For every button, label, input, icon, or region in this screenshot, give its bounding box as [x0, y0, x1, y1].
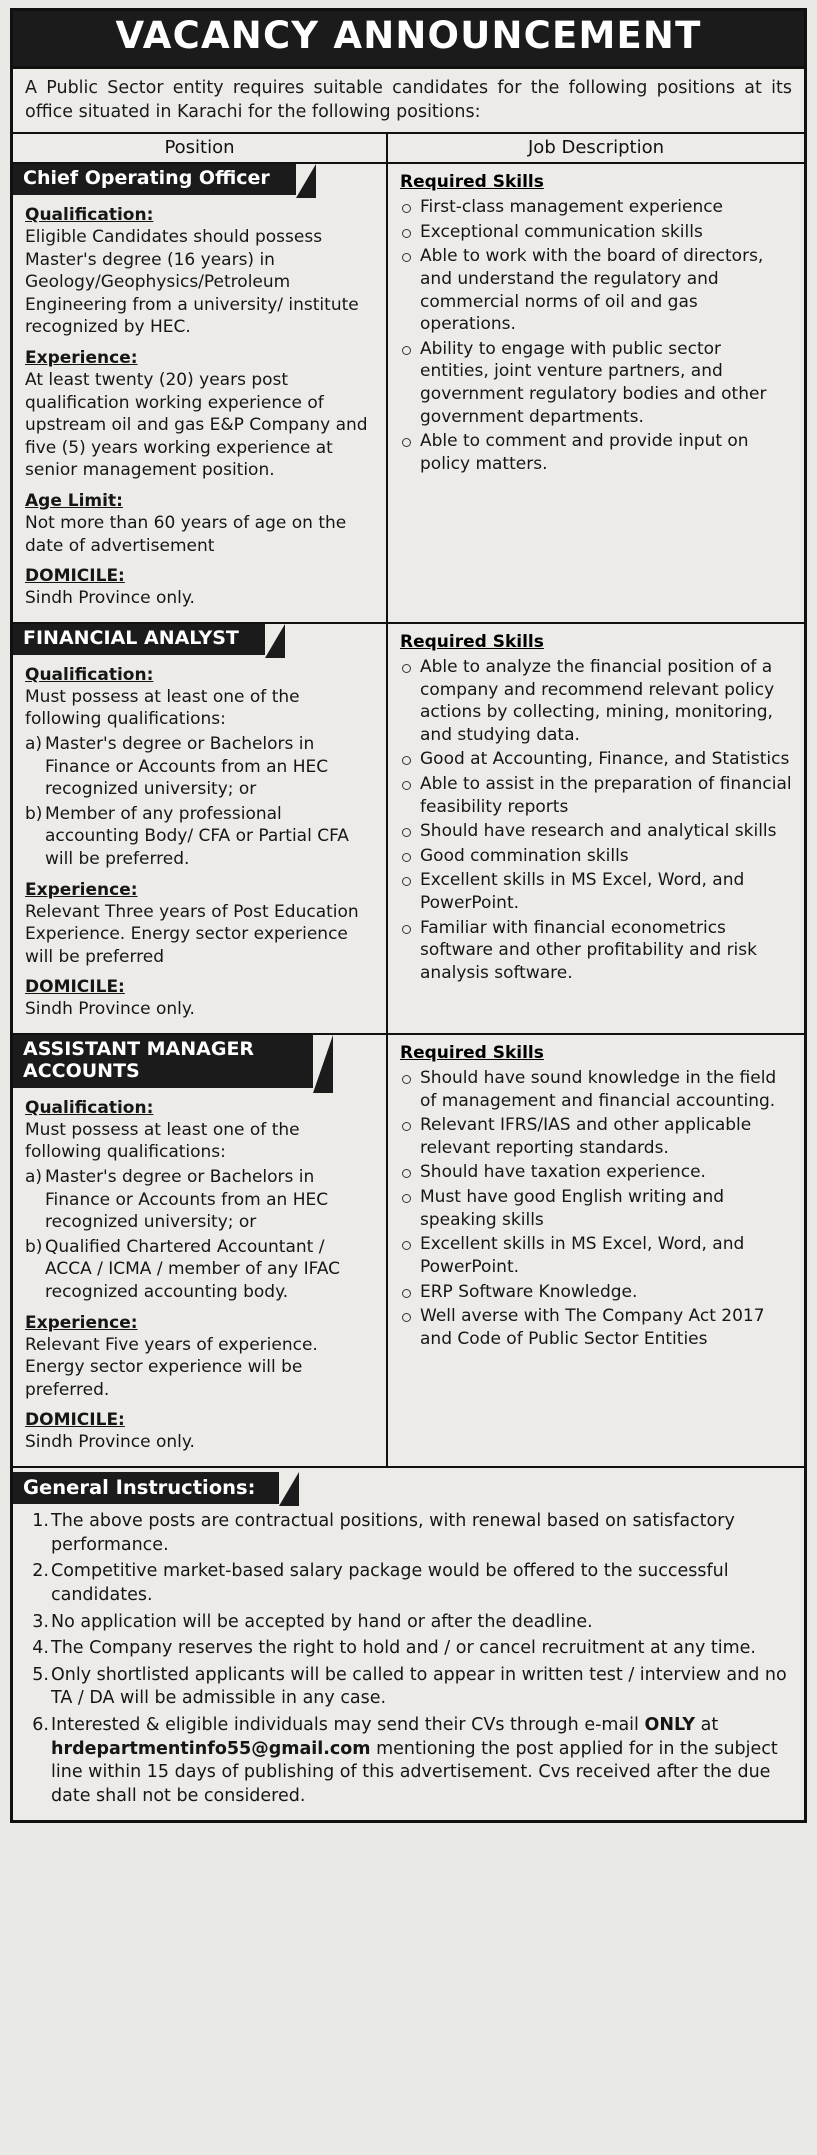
- description-cell: [388, 624, 804, 1033]
- ribbon-notch-icon: [265, 624, 285, 658]
- qualification-label: Qualification:: [25, 664, 154, 685]
- skills-list: [400, 196, 794, 475]
- skills-list: [400, 1067, 794, 1350]
- list-item: The Company reserves the right to hold and / or cancel recruitment at any time.: [51, 1638, 756, 1659]
- required-skills-label: Required Skills: [400, 172, 544, 193]
- domicile-label: DOMICILE:: [25, 566, 125, 587]
- title-bar: [13, 11, 804, 69]
- list-item: [25, 1166, 376, 1234]
- list-item: Good commination skills: [400, 845, 794, 868]
- list-item: Relevant IFRS/IAS and other applicable relevant reporting standards.: [400, 1114, 794, 1159]
- list-item: First-class management experience: [400, 196, 794, 219]
- list-item: Should have research and analytical skills: [400, 820, 794, 843]
- list-item: Able to comment and provide input on policy matters.: [400, 430, 794, 475]
- option-marker: a): [25, 733, 43, 754]
- qualification-text: Must possess at least one of the following qualifications:: [25, 686, 300, 730]
- list-item: Excellent skills in MS Excel, Word, and PowerPoint.: [400, 869, 794, 914]
- list-item: Able to assist in the preparation of financial feasibility reports: [400, 773, 794, 818]
- list-item: Only shortlisted applicants will be called to appear in written test / interview and no TA / DA will be admissible in any case.: [51, 1664, 787, 1709]
- list-item: Well averse with The Company Act 2017 and Code of Public Sector Entities: [400, 1305, 794, 1350]
- description-cell: [388, 164, 804, 622]
- list-item: No application will be accepted by hand or after the deadline.: [51, 1611, 593, 1632]
- list-item: Ability to engage with public sector entities, joint venture partners, and government regulatory bodies and other government departments.: [400, 338, 794, 428]
- general-instructions-section: [13, 1468, 804, 1820]
- description-cell: [388, 1035, 804, 1466]
- position-cell: [13, 164, 388, 622]
- email-instruction-pre: Interested & eligible individuals may send their CVs through e-mail: [51, 1715, 645, 1736]
- required-skills-label: Required Skills: [400, 631, 544, 652]
- list-item: [25, 733, 376, 801]
- option-marker: b): [25, 803, 43, 824]
- qualification-text: Eligible Candidates should possess Master's degree (16 years) in Geology/Geophysics/Petroleum Engineering from a university/ institute recognized by HEC.: [25, 226, 359, 338]
- list-item: Competitive market-based salary package would be offered to the successful candidates.: [51, 1561, 729, 1605]
- domicile-text: Sindh Province only.: [25, 1432, 195, 1453]
- list-item: Should have sound knowledge in the field of management and financial accounting.: [400, 1067, 794, 1112]
- position-title-coo: [13, 164, 296, 195]
- option-text: Master's degree or Bachelors in Finance or Accounts from an HEC recognized university; or: [45, 733, 329, 800]
- position-title-financial-analyst: [13, 624, 265, 655]
- email-only-emphasis: ONLY: [644, 1715, 696, 1736]
- page-title: VACANCY ANNOUNCEMENT: [115, 14, 702, 57]
- experience-label: Experience:: [25, 348, 138, 369]
- advertisement-sheet: [10, 8, 807, 1823]
- intro-text: A Public Sector entity requires suitable candidates for the following positions at its office situated in Karachi for the following positions:: [13, 69, 804, 134]
- position-title-assistant-manager-accounts: [13, 1035, 313, 1088]
- experience-text: At least twenty (20) years post qualification working experience of upstream oil and gas E&P Company and five (5) years working experience at senior management position.: [25, 370, 368, 481]
- position-title-label: ASSISTANT MANAGER ACCOUNTS: [23, 1038, 255, 1082]
- email-instruction-post: mentioning the post applied for in the subject line within 15 days of publishing of this advertisement. Cvs received after the due date shall not be considered.: [51, 1738, 778, 1806]
- list-item: The above posts are contractual positions, with renewal based on satisfactory performance.: [51, 1511, 735, 1555]
- qualification-options: [25, 733, 376, 871]
- qualification-label: Qualification:: [25, 204, 154, 225]
- list-item: Familiar with financial econometrics software and other profitability and risk analysis software.: [400, 917, 794, 985]
- table-header: [13, 134, 804, 164]
- list-item: [25, 803, 376, 871]
- table-row: [13, 624, 804, 1035]
- domicile-text: Sindh Province only.: [25, 999, 195, 1020]
- ribbon-notch-icon: [296, 164, 316, 198]
- list-item: Must have good English writing and speaking skills: [400, 1186, 794, 1231]
- position-details: [13, 1098, 386, 1454]
- qualification-options: [25, 1166, 376, 1304]
- list-item: Excellent skills in MS Excel, Word, and PowerPoint.: [400, 1233, 794, 1278]
- domicile-label: DOMICILE:: [25, 1410, 125, 1431]
- position-details: [13, 205, 386, 610]
- qualification-label: Qualification:: [25, 1097, 154, 1118]
- age-limit-label: Age Limit:: [25, 491, 123, 512]
- required-skills-label: Required Skills: [400, 1043, 544, 1064]
- position-cell: [13, 1035, 388, 1466]
- ribbon-notch-icon: [313, 1035, 333, 1093]
- table-row: [13, 164, 804, 624]
- domicile-label: DOMICILE:: [25, 977, 125, 998]
- experience-text: Relevant Three years of Post Education Experience. Energy sector experience will be preferred: [25, 901, 359, 967]
- column-header-position: Position: [13, 134, 388, 162]
- position-title-label: Chief Operating Officer: [23, 167, 270, 190]
- option-text: Qualified Chartered Accountant / ACCA / ICMA / member of any IFAC recognized accounting body.: [45, 1236, 341, 1302]
- list-item: Able to work with the board of directors, and understand the regulatory and commercial norms of oil and gas operations.: [400, 245, 794, 335]
- column-header-description: Job Description: [528, 137, 664, 159]
- option-marker: b): [25, 1236, 43, 1257]
- list-item: Able to analyze the financial position of a company and recommend relevant policy actions by collecting, mining, monitoring, and studying data.: [400, 656, 794, 746]
- table-row: [13, 1035, 804, 1468]
- list-item: Good at Accounting, Finance, and Statistics: [400, 748, 794, 771]
- experience-label: Experience:: [25, 1312, 138, 1333]
- list-item: Should have taxation experience.: [400, 1161, 794, 1184]
- email-address[interactable]: hrdepartmentinfo55@gmail.com: [51, 1738, 371, 1759]
- email-instruction-mid: at: [695, 1715, 719, 1736]
- list-item: [25, 1236, 376, 1304]
- qualification-text: Must possess at least one of the following qualifications:: [25, 1119, 300, 1163]
- age-limit-text: Not more than 60 years of age on the date of advertisement: [25, 513, 347, 556]
- option-marker: a): [25, 1166, 43, 1187]
- list-item-email: [25, 1714, 792, 1809]
- option-text: Master's degree or Bachelors in Finance or Accounts from an HEC recognized university; or: [45, 1166, 329, 1233]
- domicile-text: Sindh Province only.: [25, 588, 195, 609]
- position-details: [13, 665, 386, 1021]
- experience-text: Relevant Five years of experience. Energy sector experience will be preferred.: [25, 1334, 318, 1400]
- position-cell: [13, 624, 388, 1033]
- ribbon-notch-icon: [279, 1472, 299, 1506]
- skills-list: [400, 656, 794, 985]
- list-item: ERP Software Knowledge.: [400, 1281, 794, 1304]
- general-instructions-heading: [13, 1472, 279, 1504]
- list-item: Exceptional communication skills: [400, 221, 794, 244]
- position-title-label: FINANCIAL ANALYST: [23, 626, 239, 649]
- experience-label: Experience:: [25, 879, 138, 900]
- option-text: Member of any professional accounting Body/ CFA or Partial CFA will be preferred.: [45, 803, 349, 869]
- general-instructions-label: General Instructions:: [23, 1476, 256, 1500]
- general-instructions-list: [13, 1510, 804, 1809]
